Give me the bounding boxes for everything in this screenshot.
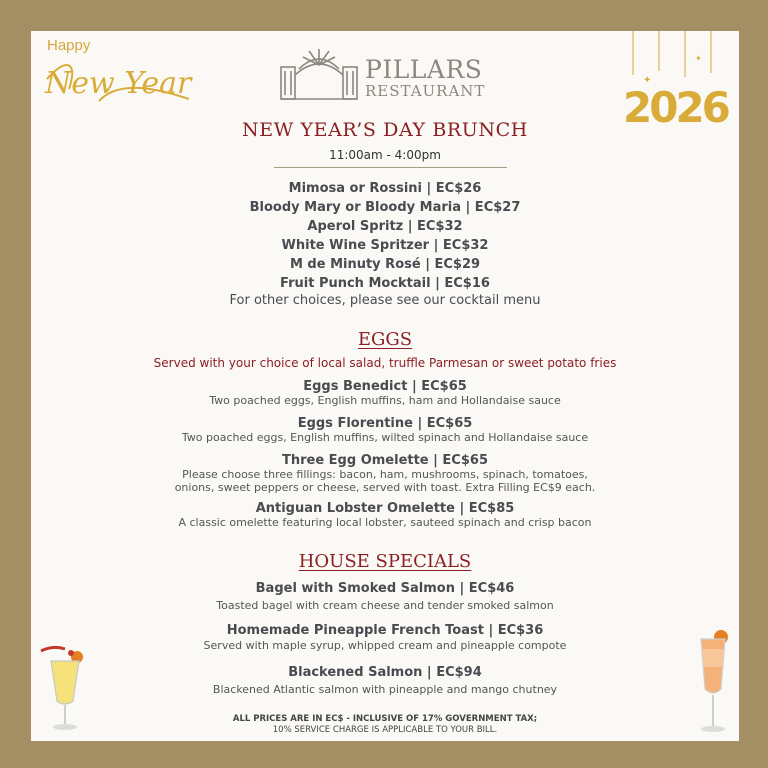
item-description: Toasted bagel with cream cheese and tender smoked salmon (216, 599, 554, 612)
menu-item (31, 501, 739, 529)
pillars-logo-icon (277, 45, 361, 103)
price-note-line: ALL PRICES ARE IN EC$ - INCLUSIVE OF 17% GOVERNMENT TAX; (232, 714, 538, 724)
price-note (31, 714, 739, 736)
logo-subtitle: RESTAURANT (365, 82, 486, 100)
brunch-hours: 11:00am - 4:00pm (329, 148, 441, 162)
menu-item (31, 416, 739, 444)
item-description: Two poached eggs, English muffins, wilted spinach and Hollandaise sauce (181, 431, 589, 444)
eggs-subtitle: Served with your choice of local salad, truffle Parmesan or sweet potato fries (153, 356, 617, 370)
item-description: Please choose three fillings: bacon, ham, mushrooms, spinach, tomatoes, (182, 468, 588, 481)
item-description: Served with maple syrup, whipped cream and pineapple compote (203, 639, 567, 652)
list-item: Bloody Mary or Bloody Maria | EC$27 (249, 200, 521, 215)
new-year-text: New Year (45, 66, 192, 101)
item-description: A classic omelette featuring local lobster, sauteed spinach and crisp bacon (178, 516, 592, 529)
menu-item (31, 581, 739, 612)
menu-item (31, 665, 739, 696)
hanging-strings-icon (623, 31, 733, 91)
list-item: White Wine Spritzer | EC$32 (281, 238, 489, 253)
happy-text: Happy (47, 37, 91, 54)
menu-item (31, 453, 739, 494)
section-heading-eggs: EGGS (357, 329, 413, 350)
item-description: Blackened Atlantic salmon with pineapple and mango chutney (212, 683, 558, 696)
year-2026: 2026 (623, 83, 728, 132)
item-name: Eggs Benedict | EC$65 (303, 379, 467, 394)
svg-text:✦: ✦ (643, 75, 652, 86)
item-name: Eggs Florentine | EC$65 (297, 416, 473, 431)
divider (274, 167, 507, 168)
menu-card (31, 31, 739, 741)
menu-item (31, 623, 739, 652)
list-item: Fruit Punch Mocktail | EC$16 (280, 276, 490, 291)
item-name: Antiguan Lobster Omelette | EC$85 (255, 501, 515, 516)
page-title: NEW YEAR’S DAY BRUNCH (242, 119, 528, 141)
svg-text:✦: ✦ (695, 54, 702, 63)
item-description: Two poached eggs, English muffins, ham and Hollandaise sauce (209, 394, 561, 407)
item-name: Homemade Pineapple French Toast | EC$36 (226, 623, 544, 638)
logo-name: PILLARS (365, 55, 483, 84)
list-item: Aperol Spritz | EC$32 (307, 219, 463, 234)
menu-item (31, 379, 739, 407)
item-description: onions, sweet peppers or cheese, served with toast. Extra Filling EC$9 each. (174, 481, 596, 494)
drinks-list (31, 179, 739, 293)
list-item: M de Minuty Rosé | EC$29 (289, 257, 481, 272)
item-name: Three Egg Omelette | EC$65 (281, 453, 488, 468)
item-name: Bagel with Smoked Salmon | EC$46 (255, 581, 515, 596)
cocktail-glass-icon (39, 645, 89, 735)
champagne-glass-icon (691, 627, 735, 739)
restaurant-logo (277, 45, 497, 105)
section-heading-house-specials: HOUSE SPECIALS (298, 551, 472, 572)
service-charge-line: 10% SERVICE CHARGE IS APPLICABLE TO YOUR BILL. (272, 725, 498, 735)
drinks-note: For other choices, please see our cocktail menu (229, 293, 541, 308)
list-item: Mimosa or Rossini | EC$26 (288, 181, 482, 196)
item-name: Blackened Salmon | EC$94 (288, 665, 482, 680)
